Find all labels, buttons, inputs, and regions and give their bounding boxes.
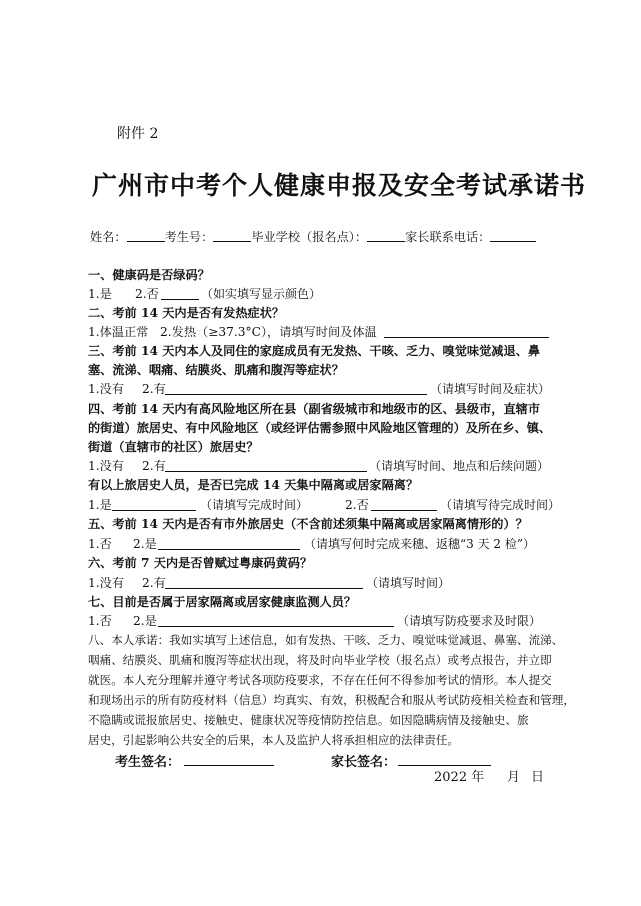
- q4-followup-pending-field[interactable]: [371, 498, 437, 511]
- q6-question: 六、考前 7 天内是否曾赋过粤康码黄码？: [88, 556, 313, 570]
- q4-followup-note-no: （请填写待完成时间）: [440, 498, 561, 512]
- q7-note: （请填写防疫要求及时限）: [397, 614, 542, 628]
- phone-field[interactable]: [490, 229, 536, 242]
- q5-note: （请填写何时完成来穗、返穗“3 天 2 检”）: [304, 537, 535, 551]
- q4-opt-yes: 2.有: [142, 459, 166, 473]
- q3-question-line2: 塞、流涕、咽痛、结膜炎、肌痛和腹泻等症状？: [88, 363, 344, 377]
- q4-note: （请填写时间、地点和后续问题）: [369, 459, 550, 473]
- q4-opt-none: 1.没有: [88, 459, 125, 473]
- q3-question-line1: 三、考前 14 天内本人及同住的家庭成员有无发热、干咳、乏力、嗅觉味觉减退、鼻: [88, 344, 541, 358]
- q1-opt-no: 2.否: [135, 287, 159, 301]
- q2-opt-fever: 2.发热（≥37.3°C），请填写时间及体温: [160, 325, 377, 339]
- date-month: 月: [507, 770, 521, 785]
- q4-question-line3: 街道（直辖市的社区）旅居史？: [88, 440, 259, 454]
- exam-no-label: 考生号：: [164, 230, 214, 244]
- q5-opt-no: 1.否: [88, 537, 112, 551]
- student-signature-field[interactable]: [184, 753, 274, 766]
- q1-note: （如实填写显示颜色）: [201, 287, 322, 301]
- parent-signature-field[interactable]: [398, 753, 491, 766]
- q1-color-field[interactable]: [161, 287, 199, 300]
- q1-question: 一、健康码是否绿码？: [88, 268, 210, 282]
- pledge-line-6: 居史，引起影响公共安全的后果，本人及监护人将承担相应的法律责任。: [88, 733, 460, 747]
- q4-followup-opt-no: 2.否: [345, 498, 369, 512]
- attachment-label: 附件 2: [117, 126, 159, 142]
- q5-travel-field[interactable]: [158, 537, 300, 550]
- q4-followup-opt-yes: 1.是: [88, 498, 112, 512]
- q6-time-field[interactable]: [165, 576, 363, 589]
- pledge-line-1: [88, 632, 563, 648]
- q4-followup-question: 有以上旅居史人员，是否已完成 14 天集中隔离或居家隔离？: [88, 478, 419, 492]
- student-signature-label: 考生签名：: [115, 755, 181, 770]
- q1-opt-yes: 1.是: [88, 287, 112, 301]
- q7-opt-no: 1.否: [88, 614, 112, 628]
- q7-opt-yes: 2.是: [133, 614, 157, 628]
- q2-question: 二、考前 14 天内是否有发热症状？: [88, 306, 285, 320]
- q3-opt-yes: 2.有: [142, 382, 166, 396]
- q4-followup-note-yes: （请填写完成时间）: [200, 498, 309, 512]
- name-field[interactable]: [127, 229, 165, 242]
- q6-opt-yes: 2.有: [142, 576, 166, 590]
- q7-requirement-field[interactable]: [158, 614, 394, 627]
- date-year: 2022 年: [434, 770, 485, 785]
- pledge-line-2: 咽痛、结膜炎、肌痛和腹泻等症状出现，将及时向毕业学校（报名点）或考点报告，并立即: [88, 653, 552, 667]
- school-label: 毕业学校（报名点）：: [251, 230, 368, 244]
- school-field[interactable]: [367, 229, 405, 242]
- q6-opt-none: 1.没有: [88, 576, 125, 590]
- phone-label: 家长联系电话：: [405, 230, 491, 244]
- q3-symptom-field[interactable]: [165, 382, 427, 395]
- exam-no-field[interactable]: [213, 229, 251, 242]
- q4-travel-field[interactable]: [165, 459, 367, 472]
- q6-note: （请填写时间）: [366, 576, 451, 590]
- info-line: [90, 229, 536, 245]
- pledge-line-4: 和现场出示的所有防疫材料（信息）均真实、有效，积极配合和服从考试防疫相关检查和管理，: [88, 693, 575, 707]
- name-label: 姓名：: [90, 230, 127, 244]
- pledge-line-1-text: 八、本人承诺：我如实填写上述信息，如有发热、干咳、乏力、嗅觉味觉减退、鼻塞、流涕、: [88, 633, 564, 647]
- q3-opt-none: 1.没有: [88, 382, 125, 396]
- q2-fever-field[interactable]: [384, 325, 549, 338]
- parent-signature-label: 家长签名：: [331, 755, 397, 770]
- q4-followup-done-field[interactable]: [112, 498, 196, 511]
- document-title: 广州市中考个人健康申报及安全考试承诺书: [92, 171, 587, 200]
- date-day: 日: [531, 770, 545, 785]
- q7-question: 七、目前是否属于居家隔离或居家健康监测人员？: [88, 595, 357, 609]
- q3-note: （请填写时间及症状）: [430, 382, 551, 396]
- pledge-line-5: 不隐瞒或谎报旅居史、接触史、健康状况等疫情防控信息。如因隐瞒病情及接触史、旅: [88, 713, 529, 727]
- q4-question-line2: 的街道）旅居史、有中风险地区（或经评估需参照中风险地区管理的）及所在乡、镇、: [88, 421, 552, 435]
- q4-question-line1: 四、考前 14 天内有高风险地区所在县（副省级城市和地级市的区、县级市，直辖市: [88, 402, 541, 416]
- q5-opt-yes: 2.是: [133, 537, 157, 551]
- q5-question: 五、考前 14 天内是否有市外旅居史（不含前述须集中隔离或居家隔离情形的）？: [88, 517, 528, 531]
- pledge-line-3: 就医。本人充分理解并遵守考试各项防疫要求，不存在任何不得参加考试的情形。本人提交: [88, 673, 552, 687]
- q2-opt-normal: 1.体温正常: [88, 325, 149, 339]
